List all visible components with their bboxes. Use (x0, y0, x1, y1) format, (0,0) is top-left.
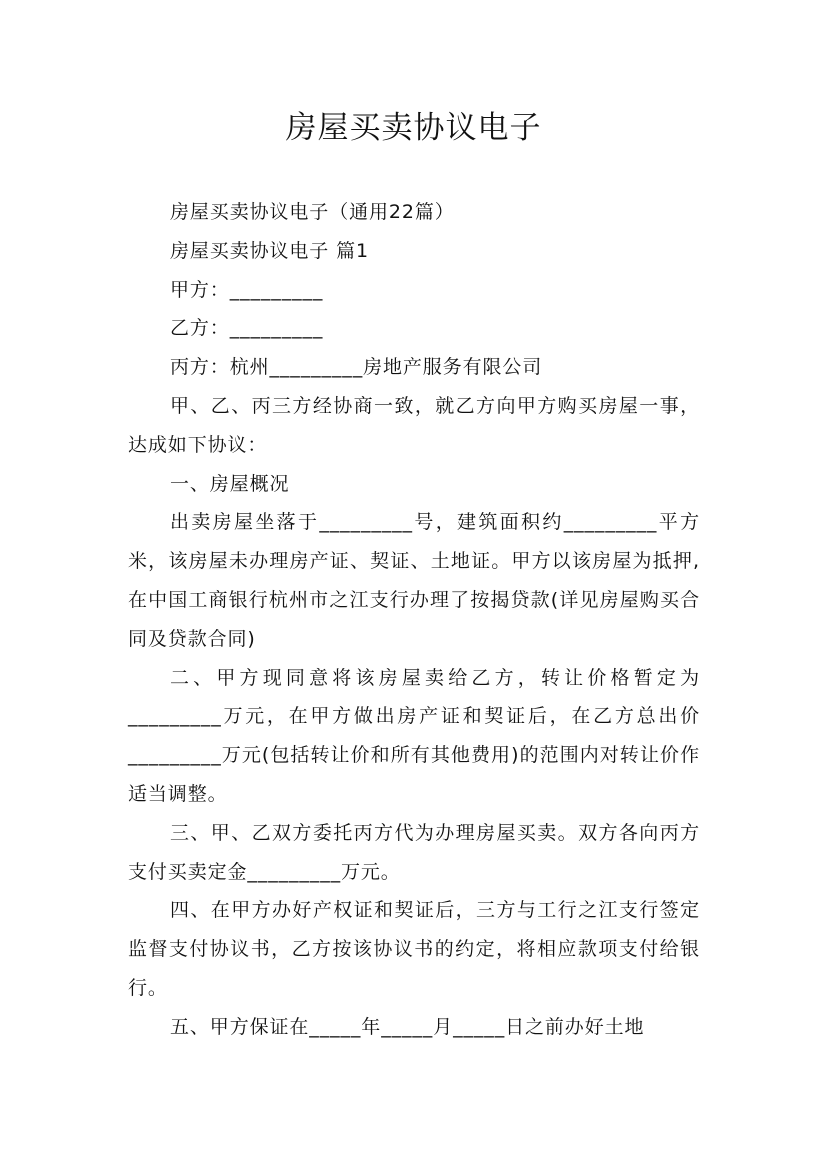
paragraph-party-b: 乙方：_________ (170, 317, 324, 340)
document-title: 房屋买卖协议电子 (285, 110, 542, 146)
paragraph-clause-4: 四、在甲方办好产权证和契证后，三方与工行之江支行签定监督支付协议书，乙方按该协议书的约定，将相应款项支付给银行。 (128, 899, 700, 999)
paragraph-clause-3: 三、甲、乙双方委托丙方代为办理房屋买卖。双方各向丙方支付买卖定金_________万元。 (128, 821, 700, 883)
paragraph-clause-1-heading: 一、房屋概况 (170, 472, 290, 495)
document-body (128, 193, 700, 1047)
paragraph-intro: 甲、乙、丙三方经协商一致，就乙方向甲方购买房屋一事，达成如下协议： (128, 394, 700, 456)
paragraph-party-a: 甲方：_________ (170, 278, 324, 301)
paragraph-clause-5: 五、甲方保证在_____年_____月_____日之前办好土地 (170, 1015, 645, 1038)
paragraph-clause-2: 二、甲方现同意将该房屋卖给乙方，转让价格暂定为_________万元，在甲方做出房产证和契证后，在乙方总出价_________万元(包括转让价和所有其他费用)的范围内对转让价作适当调整。 (128, 666, 700, 805)
paragraph-party-c: 丙方：杭州_________房地产服务有限公司 (170, 356, 543, 379)
paragraph-subtitle: 房屋买卖协议电子（通用22篇） (170, 201, 455, 223)
paragraph-clause-1-body: 出卖房屋坐落于_________号，建筑面积约_________平方米，该房屋未办理房产证、契证、土地证。甲方以该房屋为抵押,在中国工商银行杭州市之江支行办理了按揭贷款(详见房屋购买合同及贷款合同) (128, 511, 700, 650)
paragraph-section-heading: 房屋买卖协议电子 篇1 (170, 239, 370, 262)
